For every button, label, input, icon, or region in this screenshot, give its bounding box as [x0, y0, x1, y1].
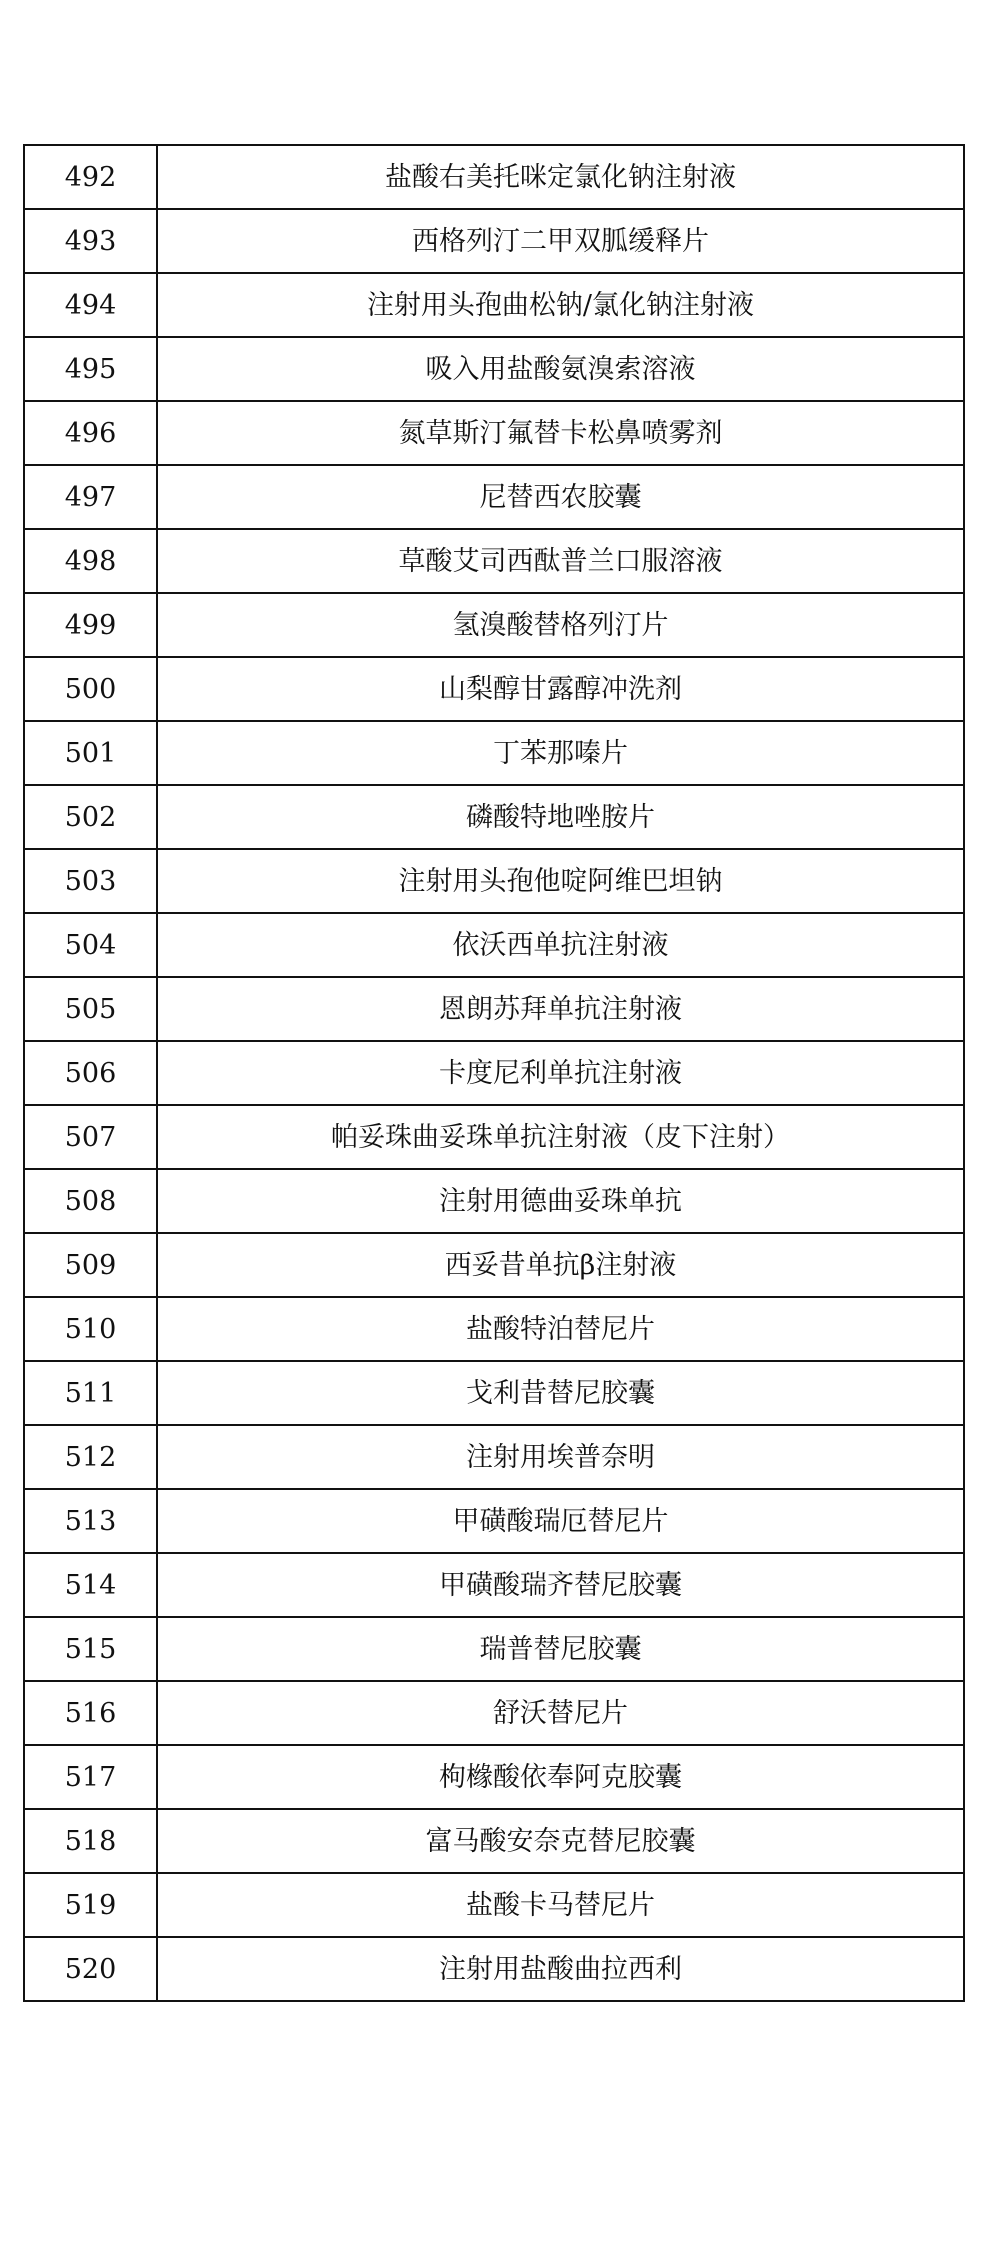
- drug-name: 盐酸特泊替尼片: [157, 1297, 964, 1361]
- drug-name: 富马酸安奈克替尼胶囊: [157, 1809, 964, 1873]
- row-number: 511: [24, 1361, 157, 1425]
- table-row: [24, 913, 964, 977]
- drug-name: 戈利昔替尼胶囊: [157, 1361, 964, 1425]
- drug-name: 盐酸右美托咪定氯化钠注射液: [157, 145, 964, 209]
- drug-name: 瑞普替尼胶囊: [157, 1617, 964, 1681]
- row-number: 515: [24, 1617, 157, 1681]
- row-number: 517: [24, 1745, 157, 1809]
- drug-name: 注射用埃普奈明: [157, 1425, 964, 1489]
- table-row: [24, 1617, 964, 1681]
- row-number: 518: [24, 1809, 157, 1873]
- table-row: [24, 1553, 964, 1617]
- row-number: 501: [24, 721, 157, 785]
- drug-name: 恩朗苏拜单抗注射液: [157, 977, 964, 1041]
- drug-name: 盐酸卡马替尼片: [157, 1873, 964, 1937]
- table-row: [24, 209, 964, 273]
- drug-name: 丁苯那嗪片: [157, 721, 964, 785]
- table-row: [24, 1425, 964, 1489]
- row-number: 509: [24, 1233, 157, 1297]
- row-number: 496: [24, 401, 157, 465]
- drug-name: 帕妥珠曲妥珠单抗注射液（皮下注射）: [157, 1105, 964, 1169]
- drug-list-body: [24, 145, 964, 2001]
- table-row: [24, 1297, 964, 1361]
- drug-name: 草酸艾司西酞普兰口服溶液: [157, 529, 964, 593]
- row-number: 519: [24, 1873, 157, 1937]
- row-number: 513: [24, 1489, 157, 1553]
- row-number: 506: [24, 1041, 157, 1105]
- drug-name: 注射用德曲妥珠单抗: [157, 1169, 964, 1233]
- row-number: 498: [24, 529, 157, 593]
- drug-name: 舒沃替尼片: [157, 1681, 964, 1745]
- table-row: [24, 721, 964, 785]
- row-number: 497: [24, 465, 157, 529]
- table-row: [24, 849, 964, 913]
- row-number: 512: [24, 1425, 157, 1489]
- table-row: [24, 145, 964, 209]
- table-row: [24, 1105, 964, 1169]
- table-row: [24, 273, 964, 337]
- row-number: 503: [24, 849, 157, 913]
- table-row: [24, 1041, 964, 1105]
- row-number: 500: [24, 657, 157, 721]
- drug-name: 吸入用盐酸氨溴索溶液: [157, 337, 964, 401]
- drug-name: 山梨醇甘露醇冲洗剂: [157, 657, 964, 721]
- table-row: [24, 1489, 964, 1553]
- drug-name: 甲磺酸瑞齐替尼胶囊: [157, 1553, 964, 1617]
- row-number: 492: [24, 145, 157, 209]
- table-row: [24, 465, 964, 529]
- row-number: 502: [24, 785, 157, 849]
- table-row: [24, 785, 964, 849]
- drug-name: 甲磺酸瑞厄替尼片: [157, 1489, 964, 1553]
- row-number: 494: [24, 273, 157, 337]
- row-number: 516: [24, 1681, 157, 1745]
- row-number: 510: [24, 1297, 157, 1361]
- row-number: 507: [24, 1105, 157, 1169]
- drug-name: 西妥昔单抗β注射液: [157, 1233, 964, 1297]
- drug-name: 依沃西单抗注射液: [157, 913, 964, 977]
- drug-name: 氢溴酸替格列汀片: [157, 593, 964, 657]
- table-row: [24, 1233, 964, 1297]
- row-number: 520: [24, 1937, 157, 2001]
- table-row: [24, 1809, 964, 1873]
- drug-name: 注射用盐酸曲拉西利: [157, 1937, 964, 2001]
- drug-name: 磷酸特地唑胺片: [157, 785, 964, 849]
- row-number: 493: [24, 209, 157, 273]
- row-number: 495: [24, 337, 157, 401]
- row-number: 504: [24, 913, 157, 977]
- table-row: [24, 1169, 964, 1233]
- table-row: [24, 657, 964, 721]
- table-row: [24, 1361, 964, 1425]
- row-number: 499: [24, 593, 157, 657]
- drug-name: 西格列汀二甲双胍缓释片: [157, 209, 964, 273]
- table-row: [24, 1873, 964, 1937]
- drug-name: 注射用头孢曲松钠/氯化钠注射液: [157, 273, 964, 337]
- table-row: [24, 977, 964, 1041]
- drug-name: 枸橼酸依奉阿克胶囊: [157, 1745, 964, 1809]
- table-row: [24, 1681, 964, 1745]
- table-row: [24, 593, 964, 657]
- row-number: 514: [24, 1553, 157, 1617]
- table-row: [24, 1937, 964, 2001]
- table-row: [24, 529, 964, 593]
- row-number: 508: [24, 1169, 157, 1233]
- drug-name: 卡度尼利单抗注射液: [157, 1041, 964, 1105]
- drug-name: 尼替西农胶囊: [157, 465, 964, 529]
- row-number: 505: [24, 977, 157, 1041]
- table-row: [24, 1745, 964, 1809]
- drug-list-table: [23, 144, 965, 2002]
- table-row: [24, 401, 964, 465]
- drug-name: 氮草斯汀氟替卡松鼻喷雾剂: [157, 401, 964, 465]
- table-row: [24, 337, 964, 401]
- drug-name: 注射用头孢他啶阿维巴坦钠: [157, 849, 964, 913]
